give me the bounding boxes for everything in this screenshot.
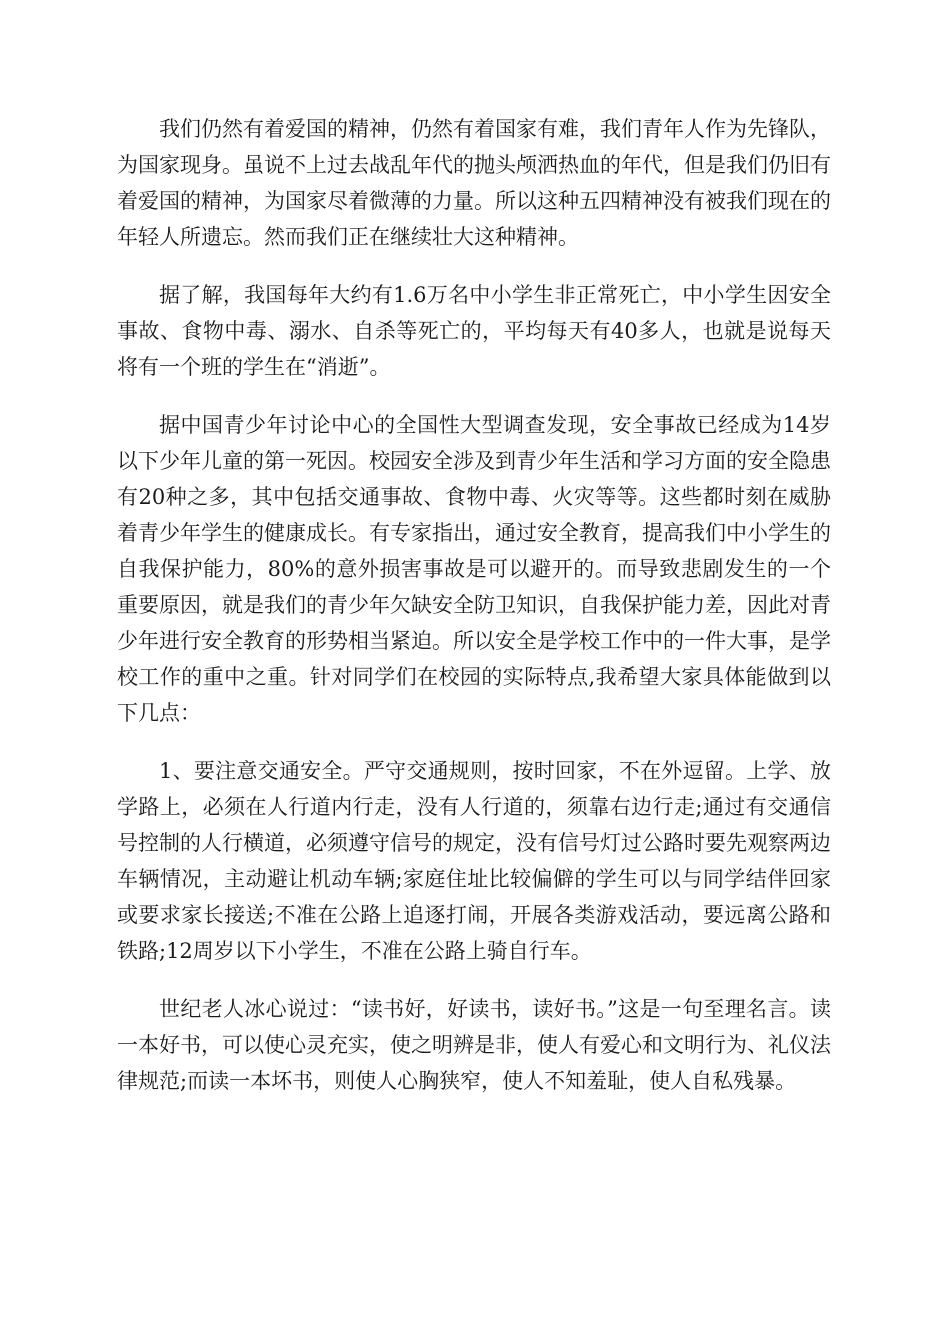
paragraph-traffic-safety: 1、要注意交通安全。严守交通规则，按时回家，不在外逗留。上学、放学路上，必须在人行道内行走，没有人行道的，须靠右边行走;通过有交通信号控制的人行横道，必须遵守信号的规定，没有信号灯过公路时要先观察两边车辆情况，主动避让机动车辆;家庭住址比较偏僻的学生可以与同学结伴回家或要求家长接送;不准在公路上追逐打闹，开展各类游戏活动，要远离公路和铁路;12周岁以下小学生，不准在公路上骑自行车。 — [117, 759, 831, 963]
paragraph-student-deaths: 据了解，我国每年大约有1.6万名中小学生非正常死亡，中小学生因安全事故、食物中毒、溺水、自杀等死亡的，平均每天有40多人，也就是说每天将有一个班的学生在“消逝”。 — [117, 283, 831, 379]
paragraph-patriotism: 我们仍然有着爱国的精神，仍然有着国家有难，我们青年人作为先锋队，为国家现身。虽说不上过去战乱年代的抛头颅洒热血的年代，但是我们仍旧有着爱国的精神，为国家尽着微薄的力量。所以这种五四精神没有被我们现在的年轻人所遗忘。然而我们正在继续壮大这种精神。 — [117, 117, 831, 249]
paragraph-reading: 世纪老人冰心说过：“读书好，好读书，读好书。”这是一句至理名言。读一本好书，可以使心灵充实，使之明辨是非，使人有爱心和文明行为、礼仪法律规范;而读一本坏书，则使人心胸狭窄，使人不知羞耻，使人自私残暴。 — [117, 997, 831, 1093]
document-body — [117, 111, 831, 1121]
paragraph-safety-survey: 据中国青少年讨论中心的全国性大型调查发现，安全事故已经成为14岁以下少年儿童的第一死因。校园安全涉及到青少年生活和学习方面的安全隐患有20种之多，其中包括交通事故、食物中毒、火灾等等。这些都时刻在威胁着青少年学生的健康成长。有专家指出，通过安全教育，提高我们中小学生的自我保护能力，80%的意外损害事故是可以避开的。而导致悲剧发生的一个重要原因，就是我们的青少年欠缺安全防卫知识，自我保护能力差，因此对青少年进行安全教育的形势相当紧迫。所以安全是学校工作中的一件大事，是学校工作的重中之重。针对同学们在校园的实际特点,我希望大家具体能做到以下几点： — [117, 413, 831, 725]
